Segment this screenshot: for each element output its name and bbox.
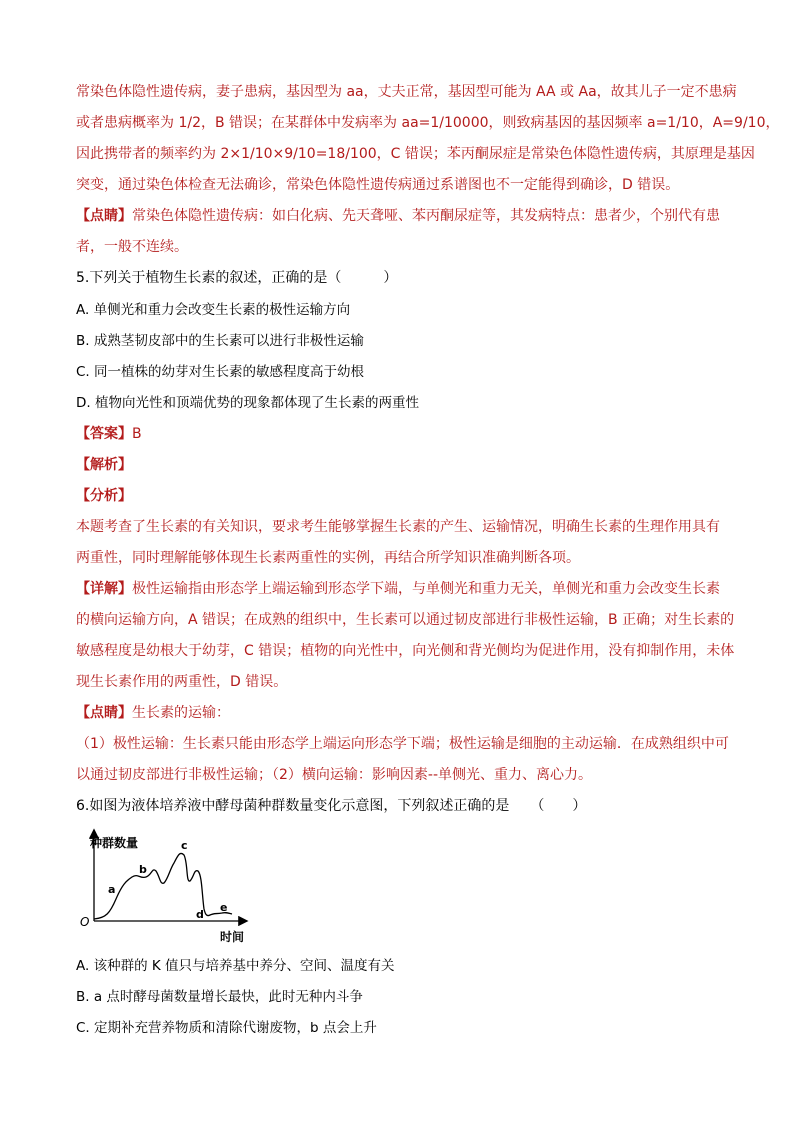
- x-axis-label: 时间: [220, 930, 245, 944]
- answer-value: B: [132, 426, 142, 442]
- point-c-label: c: [181, 839, 188, 852]
- dianjing-tag: 【点睛】: [76, 208, 132, 224]
- prev-explanation-line-1: 常染色体隐性遗传病，妻子患病，基因型为 aa，丈夫正常，基因型可能为 AA 或 Aa，故其儿子一定不患病: [76, 84, 737, 100]
- q6-stem: 6.如图为液体培养液中酵母菌种群数量变化示意图，下列叙述正确的是 （ ）: [76, 798, 587, 814]
- origin-label: O: [80, 915, 90, 929]
- q5-jiexi-tag: [76, 455, 132, 475]
- q5-xiangjie-line-4: 现生长素作用的两重性，D 错误。: [76, 674, 288, 690]
- prev-explanation-line-2: 或者患病概率为 1/2，B 错误；在某群体中发病率为 aa=1/10000，则致病基因的基因频率 a=1/10，A=9/10，: [76, 115, 780, 131]
- q5-option-d: D. 植物向光性和顶端优势的现象都体现了生长素的两重性: [76, 395, 419, 411]
- y-axis-label: 种群数量: [90, 836, 139, 850]
- answer-tag: 【答案】: [76, 426, 132, 442]
- point-b-label: b: [139, 863, 147, 876]
- q5-dianjing-line-1: [76, 703, 230, 723]
- q5-option-c: C. 同一植株的幼芽对生长素的敏感程度高于幼根: [76, 364, 365, 380]
- q6-option-c: C. 定期补充营养物质和清除代谢废物，b 点会上升: [76, 1020, 377, 1036]
- xiangjie-text: 极性运输指由形态学上端运输到形态学下端，与单侧光和重力无关，单侧光和重力会改变生长素: [132, 581, 720, 597]
- q6-option-b: B. a 点时酵母菌数量增长最快，此时无种内斗争: [76, 989, 363, 1005]
- q5-option-b: B. 成熟茎韧皮部中的生长素可以进行非极性运输: [76, 333, 364, 349]
- prev-dianjing-line-2: 者，一般不连续。: [76, 239, 188, 255]
- q5-fenxi-tag: [76, 486, 132, 506]
- point-d-label: d: [196, 908, 204, 921]
- q5-fenxi-line-1: 本题考查了生长素的有关知识，要求考生能够掌握生长素的产生、运输情况，明确生长素的生理作用具有: [76, 519, 720, 535]
- xiangjie-tag: 【详解】: [76, 581, 132, 597]
- q6-option-a: A. 该种群的 K 值只与培养基中养分、空间、温度有关: [76, 958, 395, 974]
- q5-xiangjie-line-1: [76, 579, 720, 599]
- q5-fenxi-line-2: 两重性，同时理解能够体现生长素两重性的实例，再结合所学知识准确判断各项。: [76, 550, 580, 566]
- q5-dianjing-line-3: 以通过韧皮部进行非极性运输；（2）横向运输：影响因素--单侧光、重力、离心力。: [76, 767, 593, 783]
- q6-population-figure: [76, 825, 256, 947]
- prev-explanation-line-3: 因此携带者的频率约为 2×1/10×9/10=18/100，C 错误；苯丙酮尿症是常染色体隐性遗传病，其原理是基因: [76, 146, 755, 162]
- q5-answer: [76, 424, 142, 444]
- q5-option-a: A. 单侧光和重力会改变生长素的极性运输方向: [76, 302, 351, 318]
- prev-dianjing-text: 常染色体隐性遗传病：如白化病、先天聋哑、苯丙酮尿症等，其发病特点：患者少，个别代有患: [132, 208, 720, 224]
- q5-xiangjie-line-2: 的横向运输方向，A 错误；在成熟的组织中，生长素可以通过韧皮部进行非极性运输，B 正确；对生长素的: [76, 612, 735, 628]
- point-a-label: a: [108, 883, 116, 896]
- q5-stem: 5.下列关于植物生长素的叙述，正确的是（ ）: [76, 270, 398, 286]
- q5-xiangjie-line-3: 敏感程度是幼根大于幼芽，C 错误；植物的向光性中，向光侧和背光侧均为促进作用，没有抑制作用，未体: [76, 643, 735, 659]
- prev-dianjing-line-1: [76, 206, 720, 226]
- q5-dianjing-line-2: （1）极性运输：生长素只能由形态学上端运向形态学下端；极性运输是细胞的主动运输．在成熟组织中可: [76, 736, 729, 752]
- fenxi-tag: 【分析】: [76, 488, 132, 504]
- point-e-label: e: [220, 901, 228, 914]
- dianjing-tag: 【点睛】: [76, 705, 132, 721]
- jiexi-tag: 【解析】: [76, 457, 132, 473]
- dianjing-text: 生长素的运输：: [132, 705, 230, 721]
- prev-explanation-line-4: 突变，通过染色体检查无法确诊，常染色体隐性遗传病通过系谱图也不一定能得到确诊，D 错误。: [76, 177, 680, 193]
